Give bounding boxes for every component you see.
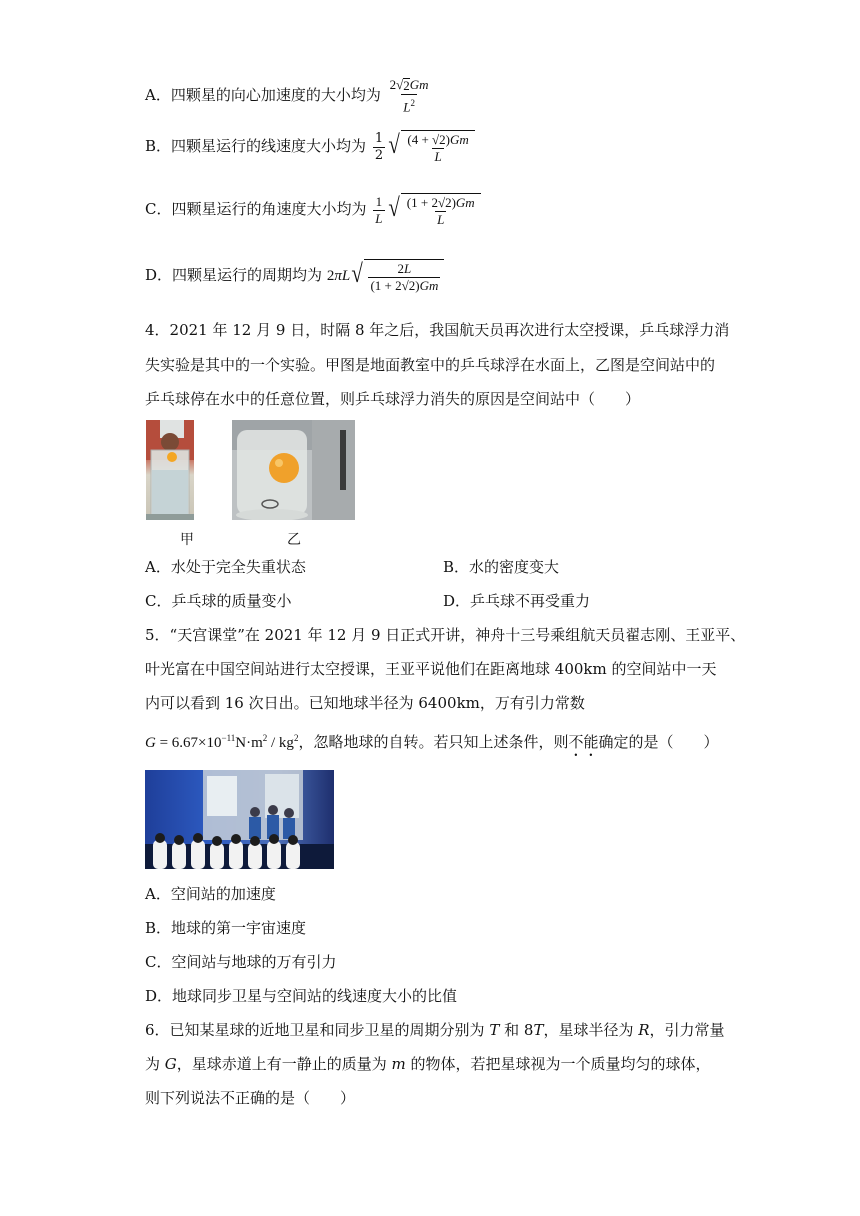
q4-line-1: 4．2021 年 12 月 9 日，时隔 8 年之后，我国航天员再次进行太空授课，乒乓球浮力消 <box>145 321 730 339</box>
q6-line-1-part-d: ，引力常量 <box>649 1021 725 1039</box>
q6-line-2-part-a: 为 <box>145 1055 165 1073</box>
q5-option-c[interactable]: C．空间站与地球的万有引力 <box>145 953 337 971</box>
q3-option-c-formula: √ $\frac{(1 + 2√2)Gm}{L}$ <box>387 193 481 227</box>
q5-option-a[interactable]: A．空间站的加速度 <box>145 885 276 903</box>
q6-line-2-part-c: 的物体，若把星球视为一个质量均匀的球体， <box>405 1055 711 1073</box>
q4-line-2: 失实验是其中的一个实验。甲图是地面教室中的乒乓球浮在水面上，乙图是空间站中的 <box>145 356 716 374</box>
photo-yi <box>232 420 355 520</box>
q3-option-b-formula: √ $\frac{(4 + √2)Gm}{L}$ <box>387 130 475 164</box>
q4-option-d[interactable]: D．乒乓球不再受重力 <box>443 592 591 610</box>
q3-option-d-coef: 2πL <box>326 268 351 284</box>
q3-option-d-formula: √ $\frac{2L}{(1 + 2√2)Gm}$ <box>350 259 444 293</box>
q6-line-2-part-b: ，星球赤道上有一静止的质量为 <box>176 1055 392 1073</box>
q6-line-1-part-a: 6．已知某星球的近地卫星和同步卫星的周期分别为 <box>145 1021 490 1039</box>
q3-option-b-text: B．四颗星运行的线速度大小均为 <box>145 137 367 155</box>
q6-var-m: m <box>391 1055 406 1073</box>
q6-line-3: 则下列说法不正确的是（ ） <box>145 1089 356 1107</box>
q3-option-c[interactable] <box>145 193 481 227</box>
q5-line-4 <box>145 728 718 760</box>
q3-option-a[interactable] <box>145 78 433 114</box>
photo-classroom <box>145 770 334 869</box>
q6-line-1-part-c: ，星球半径为 <box>543 1021 639 1039</box>
q3-option-d-text: D．四颗星运行的周期均为 <box>145 266 323 284</box>
q5-emphasis-text: 不能 <box>568 733 599 751</box>
q6-var-r: R <box>638 1021 650 1039</box>
q6-line-1-part-b: 和 8 <box>499 1021 534 1039</box>
photo-jia <box>146 420 194 520</box>
q5-line-4-end: 确定的是（ ） <box>598 733 719 751</box>
q4-option-c[interactable]: C．乒乓球的质量变小 <box>145 592 292 610</box>
q6-var-g: G <box>164 1055 177 1073</box>
q6-line-2 <box>145 1054 711 1074</box>
q4-line-3: 乒乓球停在水中的任意位置，则乒乓球浮力消失的原因是空间站中（ ） <box>145 390 641 408</box>
q6-line-1 <box>145 1020 725 1040</box>
photo-classroom-image <box>145 770 334 869</box>
q5-line-4-tail: ，忽略地球的自转。若只知上述条件，则 <box>298 733 569 751</box>
q3-option-a-text: A．四颗星的向心加速度的大小均为 <box>145 86 381 105</box>
q4-option-a[interactable]: A．水处于完全失重状态 <box>145 558 306 576</box>
q5-line-2: 叶光富在中国空间站进行太空授课，王亚平说他们在距离地球 400km 的空间站中一天 <box>145 660 717 678</box>
q5-line-1: 5．“天宫课堂”在 2021 年 12 月 9 日正式开讲，神舟十三号乘组航天员翟志刚、王亚平、 <box>145 626 746 644</box>
q3-option-a-formula: 2 √ 2 Gm $L^2$ <box>389 77 429 115</box>
q3-option-c-text: C．四颗星运行的角速度大小均为 <box>145 200 367 218</box>
q5-line-3: 内可以看到 16 次日出。已知地球半径为 6400km，万有引力常数 <box>145 694 585 712</box>
photo-jia-image <box>146 420 194 520</box>
q3-option-d[interactable] <box>145 259 444 293</box>
q4-option-b[interactable]: B．水的密度变大 <box>443 558 560 576</box>
q5-option-b[interactable]: B．地球的第一宇宙速度 <box>145 919 307 937</box>
photo-yi-image <box>232 420 355 520</box>
q6-var-t: T <box>489 1021 500 1039</box>
q3-option-b-half: $\frac{1}{2}$ <box>374 130 384 163</box>
caption-jia: 甲 <box>180 532 194 548</box>
q3-option-c-recip: $\frac{1}{L}$ <box>375 193 383 226</box>
q5-gravity-constant: $G = 6.67\times 10^{-11}N\cdot m^2 / kg^2$ <box>145 733 299 751</box>
q6-var-t2: T <box>533 1021 544 1039</box>
caption-yi: 乙 <box>287 532 301 548</box>
q5-option-d[interactable]: D．地球同步卫星与空间站的线速度大小的比值 <box>145 987 458 1005</box>
q3-option-b[interactable] <box>145 130 475 164</box>
